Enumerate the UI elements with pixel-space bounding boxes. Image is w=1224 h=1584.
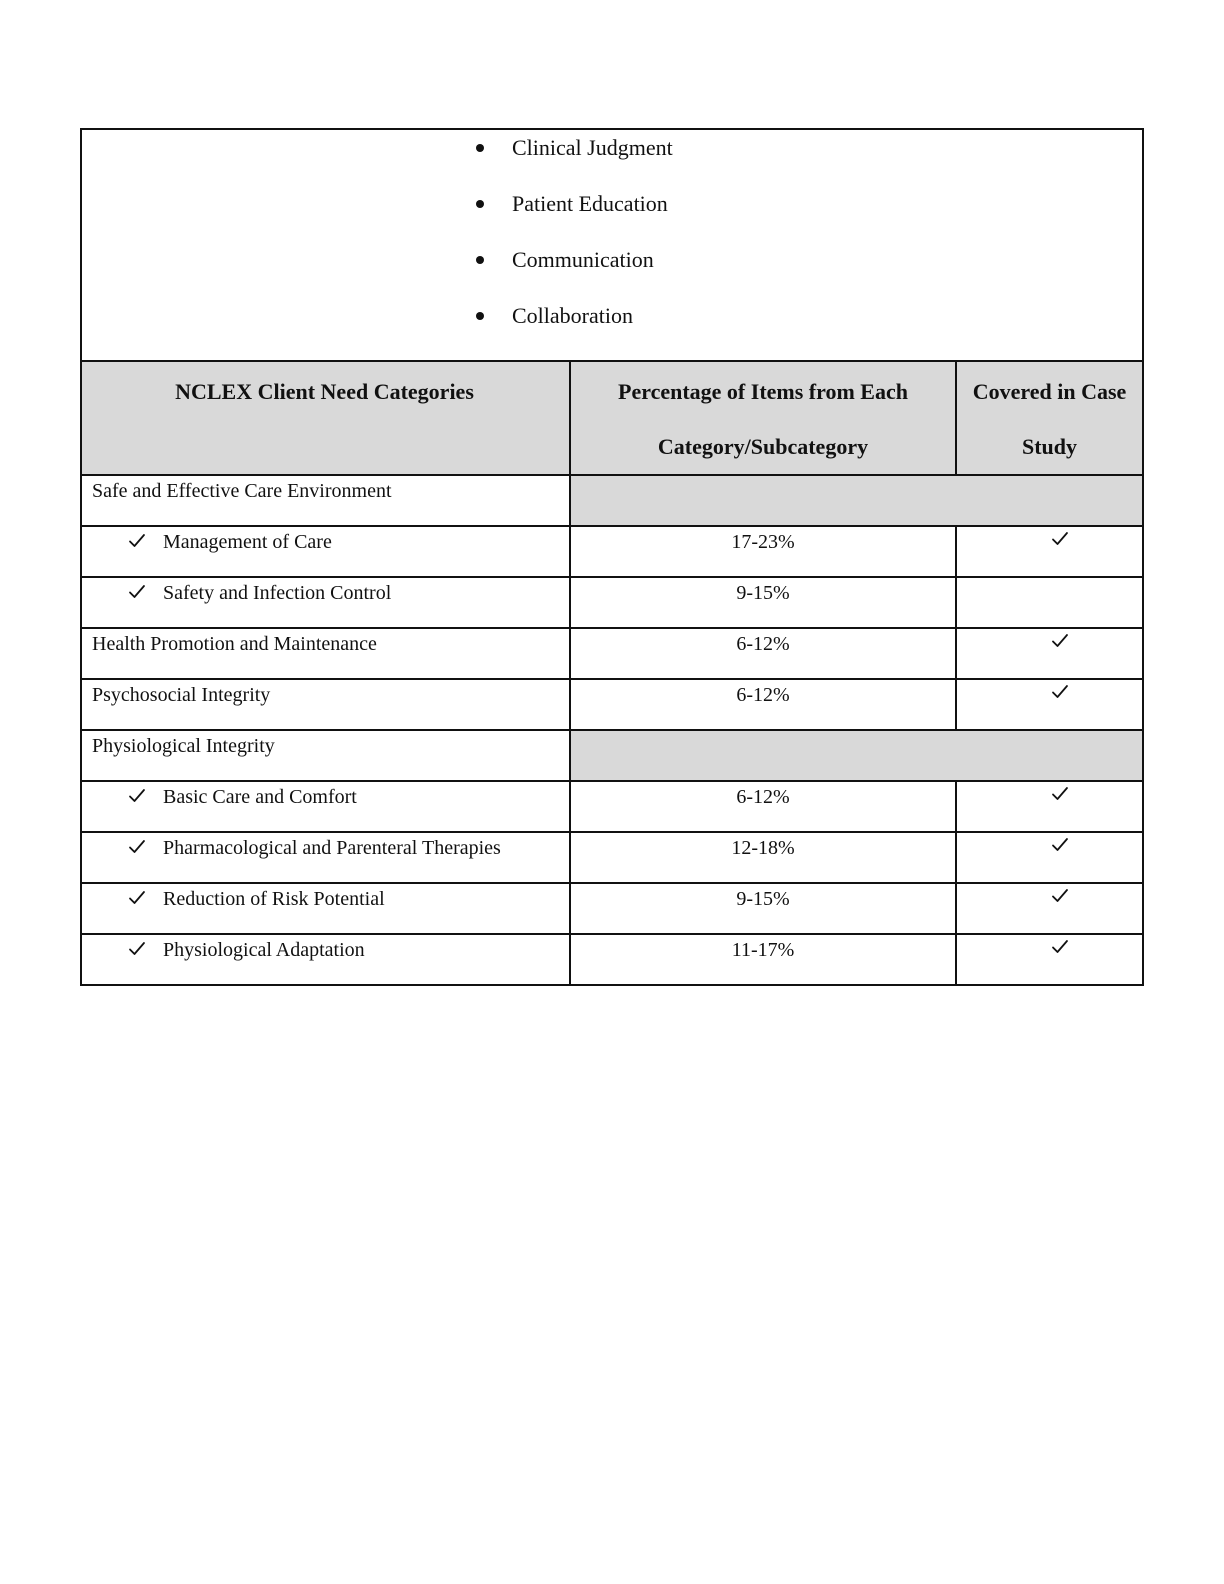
checkmark-icon <box>1051 785 1069 803</box>
table-row <box>81 526 1143 577</box>
category-label: Management of Care <box>163 531 332 553</box>
competency-row <box>81 129 1143 361</box>
covered-mark <box>957 935 1142 965</box>
table-row <box>81 883 1143 934</box>
category-cell <box>81 526 570 577</box>
bullet-dot-icon <box>476 256 484 264</box>
category-label: Psychosocial Integrity <box>92 684 271 706</box>
table-row <box>81 475 1143 526</box>
nclex-table <box>80 128 1144 986</box>
checkmark-icon <box>128 532 146 550</box>
covered-mark <box>957 833 1142 863</box>
header-categories-label: NCLEX Client Need Categories <box>175 379 474 404</box>
competency-label: Communication <box>512 247 654 272</box>
percentage-cell <box>570 883 956 934</box>
percentage-cell <box>570 679 956 730</box>
covered-cell <box>956 781 1143 832</box>
table-row <box>81 628 1143 679</box>
covered-mark <box>957 782 1142 812</box>
percentage-cell <box>570 577 956 628</box>
competency-label: Clinical Judgment <box>512 135 673 160</box>
category-cell <box>81 679 570 730</box>
checkmark-icon <box>128 787 146 805</box>
covered-cell <box>956 679 1143 730</box>
subcategory-wrap <box>82 884 569 914</box>
checkmark-icon <box>1051 938 1069 956</box>
header-percentage-label: Percentage of Items from Each Category/Subcategory <box>618 379 908 459</box>
category-label: Pharmacological and Parenteral Therapies <box>163 837 501 859</box>
category-cell <box>81 475 570 526</box>
competency-cell <box>81 129 1143 361</box>
percentage-cell <box>570 832 956 883</box>
shaded-cell <box>570 730 1143 781</box>
bullet-dot-icon <box>476 200 484 208</box>
covered-cell <box>956 832 1143 883</box>
percentage-value: 9-15% <box>736 582 790 604</box>
category-cell <box>81 730 570 781</box>
category-label: Physiological Integrity <box>92 735 275 757</box>
category-cell <box>81 934 570 985</box>
percentage-cell <box>570 628 956 679</box>
checkmark-icon <box>128 889 146 907</box>
category-label: Physiological Adaptation <box>163 939 365 961</box>
competency-item <box>473 188 673 244</box>
table-row <box>81 781 1143 832</box>
percentage-value: 6-12% <box>736 633 790 655</box>
checkmark-icon <box>1051 887 1069 905</box>
header-categories <box>81 361 570 475</box>
checkmark-icon <box>128 583 146 601</box>
covered-mark <box>957 884 1142 914</box>
percentage-cell <box>570 526 956 577</box>
category-cell <box>81 628 570 679</box>
checkmark-icon <box>1051 632 1069 650</box>
competency-item <box>473 244 673 300</box>
table-row <box>81 832 1143 883</box>
table-row <box>81 730 1143 781</box>
covered-cell <box>956 526 1143 577</box>
subcategory-wrap <box>82 527 569 557</box>
competency-list <box>473 132 673 356</box>
checkmark-icon <box>1051 683 1069 701</box>
covered-cell <box>956 883 1143 934</box>
checkmark-icon <box>1051 530 1069 548</box>
covered-mark <box>957 629 1142 659</box>
category-label: Basic Care and Comfort <box>163 786 357 808</box>
table-header-row <box>81 361 1143 475</box>
header-percentage <box>570 361 956 475</box>
percentage-value: 11-17% <box>731 939 795 961</box>
percentage-value: 17-23% <box>731 531 795 553</box>
table-row <box>81 577 1143 628</box>
bullet-dot-icon <box>476 312 484 320</box>
category-cell <box>81 577 570 628</box>
covered-cell <box>956 934 1143 985</box>
competency-item <box>473 132 673 188</box>
subcategory-wrap <box>82 935 569 965</box>
subcategory-wrap <box>82 833 569 863</box>
covered-cell <box>956 577 1143 628</box>
category-label: Safe and Effective Care Environment <box>92 480 392 502</box>
covered-mark <box>957 680 1142 710</box>
covered-cell <box>956 628 1143 679</box>
category-label: Safety and Infection Control <box>163 582 392 604</box>
checkmark-icon <box>128 940 146 958</box>
percentage-value: 12-18% <box>731 837 795 859</box>
category-cell <box>81 832 570 883</box>
header-covered <box>956 361 1143 475</box>
competency-item <box>473 300 673 356</box>
subcategory-wrap <box>82 578 569 608</box>
subcategory-wrap <box>82 782 569 812</box>
competency-label: Patient Education <box>512 191 668 216</box>
bullet-dot-icon <box>476 144 484 152</box>
competency-label: Collaboration <box>512 303 633 328</box>
category-cell <box>81 781 570 832</box>
checkmark-icon <box>128 838 146 856</box>
category-cell <box>81 883 570 934</box>
percentage-cell <box>570 934 956 985</box>
covered-mark <box>957 527 1142 557</box>
percentage-value: 9-15% <box>736 888 790 910</box>
shaded-cell <box>570 475 1143 526</box>
checkmark-icon <box>1051 836 1069 854</box>
table-row <box>81 934 1143 985</box>
category-label: Health Promotion and Maintenance <box>92 633 377 655</box>
header-covered-label: Covered in Case Study <box>972 379 1127 459</box>
percentage-cell <box>570 781 956 832</box>
category-label: Reduction of Risk Potential <box>163 888 385 910</box>
table-row <box>81 679 1143 730</box>
percentage-value: 6-12% <box>736 684 790 706</box>
percentage-value: 6-12% <box>736 786 790 808</box>
covered-mark <box>957 578 1142 608</box>
